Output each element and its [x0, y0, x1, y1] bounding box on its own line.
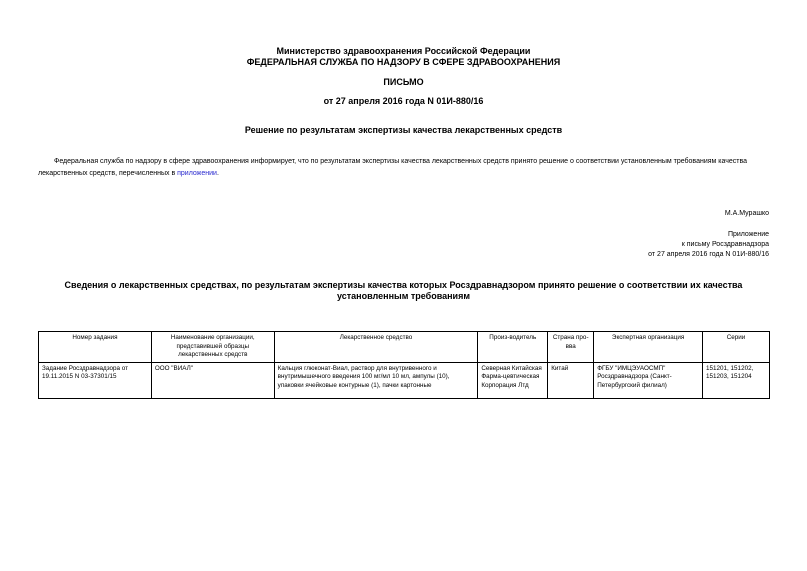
cell-organization: ООО "ВИАЛ" — [151, 362, 274, 398]
header-series: Серии — [703, 332, 770, 363]
appendix-link[interactable]: приложении — [177, 170, 217, 177]
appendix-date: от 27 апреля 2016 года N 01И-880/16 — [648, 251, 769, 258]
appendix-label: Приложение — [727, 231, 769, 238]
header-drug: Лекарственное средство — [274, 332, 478, 363]
appendix-title: Сведения о лекарственных средствах, по результатам экспертизы качества которых Росздравнадзором принято решение о соответствии их качества установленным требованиям — [64, 280, 743, 301]
header-country: Страна про-вва — [548, 332, 594, 363]
cell-drug: Кальция глюконат-Виал, раствор для внутривенного и внутримышечного введения 100 мг/мл 10 мл, ампулы (10), упаковки ячейковые контурные (1), пачки картонные — [274, 362, 478, 398]
cell-manufacturer: Северная Китайская Фарма-цевтическая Корпорация Лтд — [478, 362, 548, 398]
table-header-row — [39, 332, 770, 363]
header-organization: Наименование организации, представившей образцы лекарственных средств — [151, 332, 274, 363]
cell-series: 151201, 151202, 151203, 151204 — [703, 362, 770, 398]
ministry-name: Министерство здравоохранения Российской Федерации — [276, 46, 531, 56]
header-task-number: Номер задания — [39, 332, 152, 363]
paragraph-end: . — [216, 170, 219, 177]
cell-expert-org: ФГБУ "ИМЦЭУАОСМП" Росздравнадзора (Санкт-Петербургский филиал) — [594, 362, 703, 398]
cell-country: Китай — [548, 362, 594, 398]
table-row — [39, 362, 770, 398]
paragraph-text: Федеральная служба по надзору в сфере здравоохранения информирует, что по результатам экспертизы качества лекарственных средств принято решение о соответствии установленным требованиям качества лекарственных средств, перечисленных в — [38, 158, 748, 177]
signature: М.А.Мурашко — [724, 210, 769, 217]
medicines-table — [38, 331, 770, 399]
body-paragraph — [38, 156, 770, 180]
cell-task-number: Задание Росздравнадзора от 19.11.2015 N 03-37301/15 — [39, 362, 152, 398]
service-name: ФЕДЕРАЛЬНАЯ СЛУЖБА ПО НАДЗОРУ В СФЕРЕ ЗДРАВООХРАНЕНИЯ — [246, 57, 561, 67]
header-manufacturer: Произ-водитель — [478, 332, 548, 363]
header-expert-org: Экспертная организация — [594, 332, 703, 363]
appendix-reference: к письму Росздравнадзора — [681, 241, 769, 248]
document-type: ПИСЬМО — [383, 77, 424, 87]
document-date: от 27 апреля 2016 года N 01И-880/16 — [323, 96, 484, 106]
document-subject: Решение по результатам экспертизы качества лекарственных средств — [244, 125, 563, 135]
